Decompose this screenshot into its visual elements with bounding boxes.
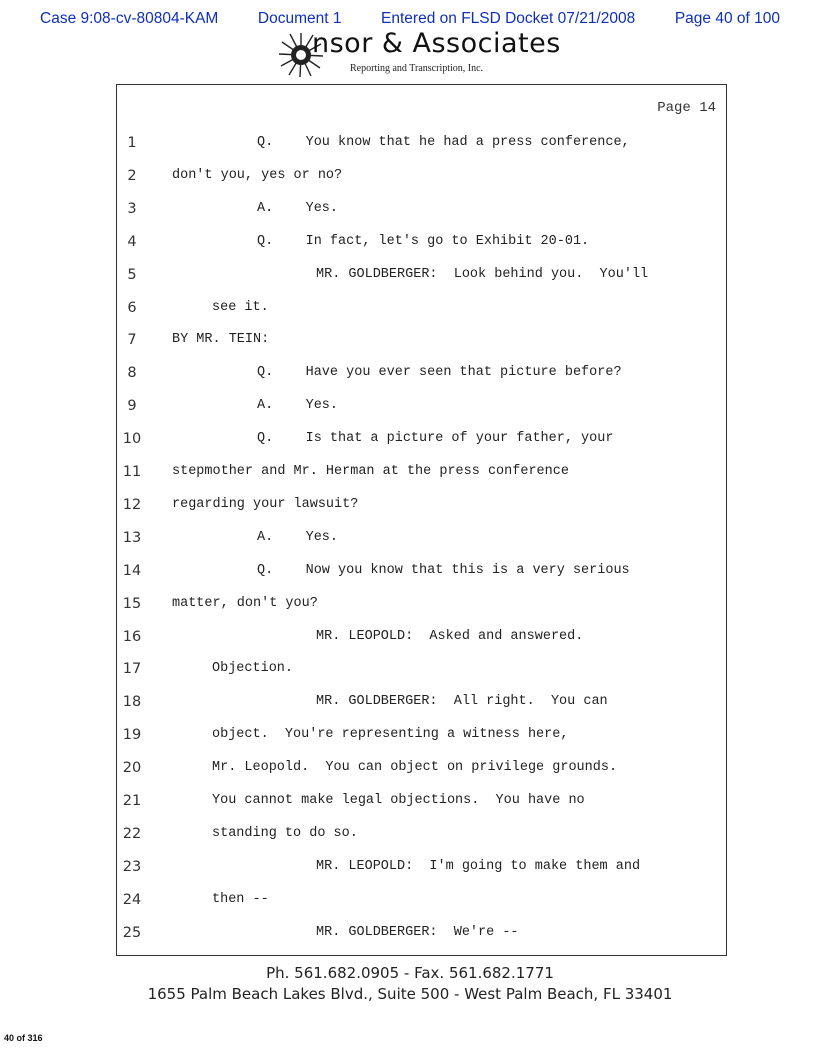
line-text: see it. [212,299,269,315]
line-number: 2 [127,167,137,184]
footer-phone: Ph. 561.682.0905 - Fax. 561.682.1771 [266,964,554,982]
transcript-line [0,360,820,386]
company-logo [270,30,570,82]
line-text: Q. You know that he had a press conference, [257,135,630,150]
line-number: 22 [122,825,142,842]
line-text: regarding your lawsuit? [172,496,359,512]
line-number: 7 [127,332,137,349]
line-number: 16 [122,628,142,645]
line-text: Mr. Leopold. You can object on privilege grounds. [212,760,618,776]
line-number: 3 [127,200,137,217]
transcript-line [0,163,820,189]
transcript-line [0,262,820,288]
footer-address: 1655 Palm Beach Lakes Blvd., Suite 500 - West Palm Beach, FL 33401 [147,985,673,1003]
docket-entry: Entered on FLSD Docket 07/21/2008 [381,10,636,27]
line-number: 13 [122,529,142,546]
case-number: Case 9:08-cv-80804-KAM [40,10,219,27]
line-number: 11 [122,464,142,480]
company-tagline: Reporting and Transcription, Inc. [350,63,484,74]
line-text: MR. GOLDBERGER: All right. You can [316,694,608,710]
document-number: Document 1 [257,10,342,27]
line-number: 23 [122,858,142,875]
transcript-line [0,327,820,353]
line-text: You cannot make legal objections. You have no [212,793,585,808]
line-number: 6 [127,299,137,316]
transcript-line [0,788,820,814]
transcript-line [0,525,820,551]
line-text: MR. GOLDBERGER: We're -- [316,924,519,940]
line-text: standing to do so. [212,825,358,841]
page-count: Page 40 of 100 [674,10,780,27]
transcript-line [0,558,820,584]
transcript-line [0,196,820,222]
line-number: 17 [122,661,142,678]
court-filing-stamp [40,10,780,28]
line-number: 4 [127,233,137,250]
line-text: A. Yes. [257,529,339,545]
line-text: don't you, yes or no? [172,167,343,183]
line-text: Q. Is that a picture of your father, your [257,431,614,447]
line-number: 5 [127,266,137,283]
line-text: object. You're representing a witness here, [212,727,569,743]
transcript-line [0,624,820,650]
line-number: 8 [127,365,137,382]
line-number: 12 [122,496,142,513]
transcript-line [0,591,820,617]
transcript-line [0,393,820,419]
line-text: Q. Have you ever seen that picture before? [257,365,622,381]
line-text: Q. Now you know that this is a very serious [257,562,630,578]
company-name: nsor & Associates [312,28,561,59]
page-footer [0,963,820,1005]
line-number: 14 [122,562,142,579]
transcript-line [0,821,820,847]
line-text: MR. LEOPOLD: Asked and answered. [316,628,584,644]
line-text: stepmother and Mr. Herman at the press conference [172,464,569,479]
line-number: 9 [127,398,137,415]
sheet-counter: 40 of 316 [4,1033,43,1043]
line-text: MR. LEOPOLD: I'm going to make them and [316,858,641,874]
transcript-line [0,492,820,518]
transcript-line [0,656,820,682]
line-number: 18 [122,694,142,711]
line-number: 19 [122,727,142,744]
transcript-line [0,229,820,255]
transcript-line [0,130,820,156]
transcript-line [0,755,820,781]
line-text: A. Yes. [257,398,339,414]
transcript-line [0,887,820,913]
line-number: 1 [127,135,137,151]
line-number: 10 [122,431,142,448]
line-text: MR. GOLDBERGER: Look behind you. You'll [316,266,649,282]
transcript-line [0,459,820,485]
transcript-line [0,854,820,880]
transcript-page-number: Page 14 [657,100,716,116]
line-text: BY MR. TEIN: [172,332,270,348]
transcript-line [0,920,820,946]
transcript-line [0,722,820,748]
line-text: Objection. [212,661,294,677]
line-text: then -- [212,891,269,907]
transcript-line [0,295,820,321]
transcript-line [0,426,820,452]
line-text: A. Yes. [257,200,339,216]
line-number: 21 [122,793,142,809]
transcript-line [0,689,820,715]
line-number: 15 [122,595,142,612]
line-number: 20 [122,760,142,777]
line-number: 25 [122,924,142,941]
line-text: Q. In fact, let's go to Exhibit 20-01. [257,233,590,249]
line-text: matter, don't you? [172,595,318,611]
line-number: 24 [122,891,142,908]
